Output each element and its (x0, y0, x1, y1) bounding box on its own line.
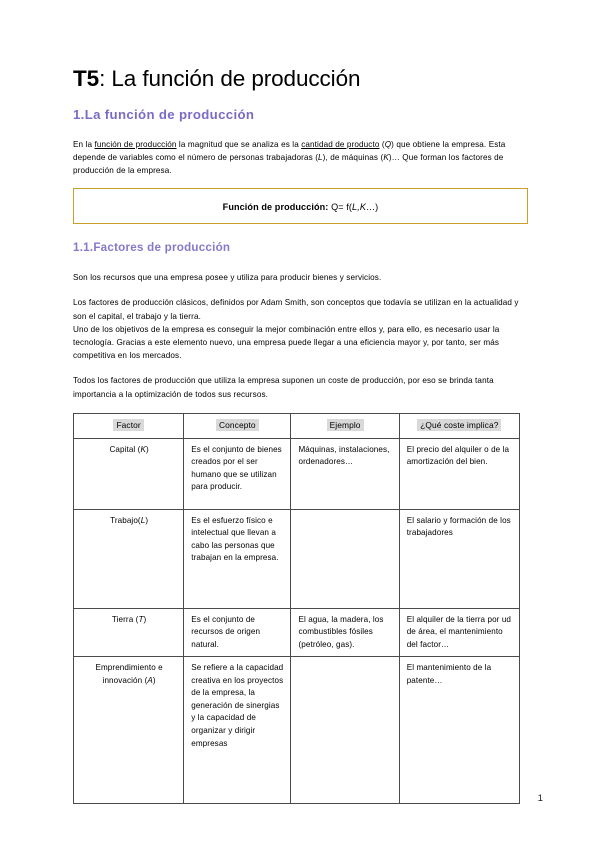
cell-ejemplo-emprendimiento (291, 657, 399, 804)
title-rest: : La función de producción (99, 66, 361, 91)
paragraph-2: Los factores de producción clásicos, definidos por Adam Smith, son conceptos que todavía se utilizan en la actualidad y son el capital, el trabajo y la tierra. (73, 298, 519, 321)
intro-text-f: )… Que forman los factores de producción de la empresa. (73, 153, 504, 176)
variable-q: Q (384, 140, 392, 150)
factor-variable: A (147, 675, 153, 685)
paragraph-4: Todos los factores de producción que utiliza la empresa suponen un coste de producción, por eso se brinda tanta importancia a la optimización de todos sus recursos. (73, 376, 494, 399)
variable-k: K (383, 153, 389, 163)
paragraph-3: Uno de los objetivos de la empresa es conseguir la mejor combinación entre ellos y, para ello, es necesario usar la tecnología. Gracias a este elemento nuevo, una empresa puede llegar a una eficiencia mayor y, por tanto, ser más competitiva en los mercados. (73, 324, 500, 361)
table-row (74, 657, 520, 804)
factor-suffix: ) (152, 675, 156, 685)
cell-factor-capital (74, 438, 184, 509)
cell-factor-trabajo (74, 509, 184, 608)
intro-paragraph (73, 138, 528, 178)
cell-factor-emprendimiento (74, 657, 184, 804)
section-heading-1-1: 1.1.Factores de producción (73, 240, 231, 254)
factor-name: Capital ( (109, 444, 141, 454)
factors-table (73, 413, 520, 805)
variable-l: L (318, 153, 323, 163)
cell-ejemplo-capital: Máquinas, instalaciones, ordenadores… (291, 438, 399, 509)
factor-name: Tierra ( (111, 614, 139, 624)
header-label-ejemplo: Ejemplo (327, 419, 364, 431)
cell-factor-tierra (74, 608, 184, 657)
cell-concepto-tierra: Es el conjunto de recursos de origen natural. (184, 608, 291, 657)
intro-text-b: la magnitud que se analiza es la (176, 140, 302, 150)
factor-suffix: ) (143, 614, 147, 624)
factor-suffix: ) (145, 515, 149, 525)
cell-concepto-emprendimiento: Se refiere a la capacidad creativa en los proyectos de la empresa, la generación de sinergias y la capacidad de organizar y dirigir empresas (184, 657, 291, 804)
table-header-coste (399, 413, 519, 438)
table-header-ejemplo (291, 413, 399, 438)
formula-expression-prefix: Q= f( (328, 201, 353, 212)
cell-coste-trabajo: El salario y formación de los trabajadores (399, 509, 519, 608)
cell-concepto-capital: Es el conjunto de bienes creados por el ser humano que se utilizan para producir. (184, 438, 291, 509)
header-label-factor: Factor (113, 419, 143, 431)
section-heading-1: 1.La función de producción (73, 106, 255, 122)
page-number: 1 (537, 793, 543, 804)
cell-coste-tierra: El alquiler de la tierra por ud de área, el mantenimiento del factor… (399, 608, 519, 657)
formula-label: Función de producción: (222, 201, 329, 212)
intro-text-c: ( (379, 140, 385, 150)
cell-ejemplo-trabajo (291, 509, 399, 608)
intro-text-e: ), de máquinas ( (322, 153, 384, 163)
header-label-coste: ¿Qué coste implica? (417, 419, 501, 431)
page-title (73, 66, 528, 93)
formula-text (223, 202, 379, 212)
formula-callout-box (73, 188, 528, 224)
intro-underline-funcion: función de producción (94, 140, 177, 150)
cell-ejemplo-tierra: El agua, la madera, los combustibles fósiles (petróleo, gas). (291, 608, 399, 657)
formula-expression-vars: L,K (352, 201, 366, 212)
table-header-concepto (184, 413, 291, 438)
factor-name: Emprendimiento e innovación ( (95, 663, 163, 685)
intro-text-d: ) que obtiene la empresa. Esta depende de variables como el número de personas trabajadoras ( (73, 140, 506, 163)
intro-text-a: En la (73, 140, 95, 150)
factor-variable: K (140, 444, 146, 454)
table-header-factor (74, 413, 184, 438)
table-header-row (74, 413, 520, 438)
table-row (74, 608, 520, 657)
document-content (73, 66, 528, 804)
factor-variable: T (138, 614, 144, 624)
factor-suffix: ) (145, 444, 149, 454)
cell-coste-emprendimiento: El mantenimiento de la patente… (399, 657, 519, 804)
formula-expression-suffix: …) (365, 201, 379, 212)
title-chapter-code: T5 (73, 66, 100, 91)
header-label-concepto: Concepto (216, 419, 259, 431)
cell-concepto-trabajo: Es el esfuerzo físico e intelectual que llevan a cabo las personas que trabajan en la empresa. (184, 509, 291, 608)
intro-underline-cantidad: cantidad de producto (301, 140, 380, 150)
cell-coste-capital: El precio del alquiler o de la amortización del bien. (399, 438, 519, 509)
factor-variable: L (140, 515, 146, 525)
table-row (74, 509, 520, 608)
factor-name: Trabajo( (110, 515, 141, 525)
table-row (74, 438, 520, 509)
paragraph-1: Son los recursos que una empresa posee y utiliza para producir bienes y servicios. (73, 273, 382, 283)
